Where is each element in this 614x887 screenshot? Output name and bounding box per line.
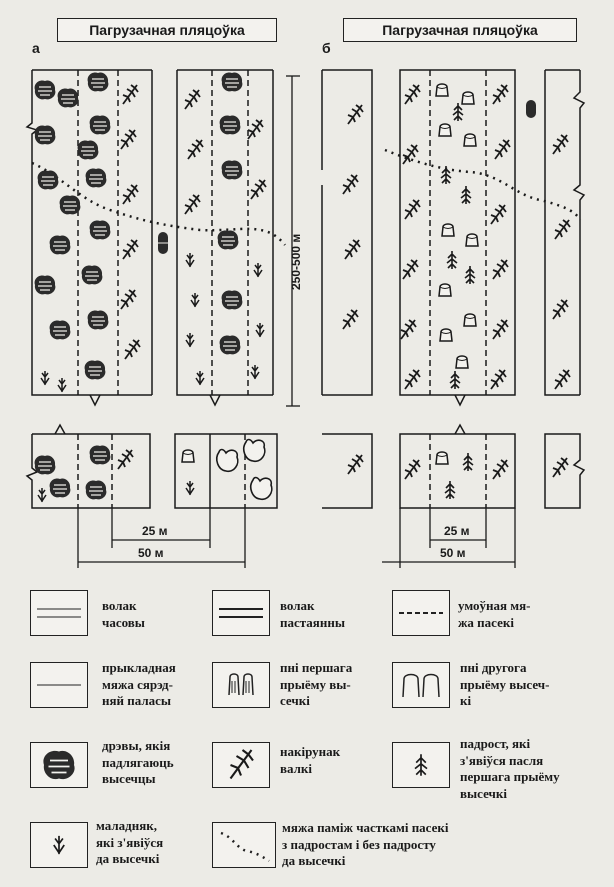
trees-left-1 [35,73,111,392]
boundary-dotted-right [385,150,580,220]
dim-25-right: 25 м [444,524,470,538]
legend-text-temp-track: волак часовы [102,598,145,630]
legend-text-trees: дрэвы, якія падлягаюць высечцы [102,738,174,786]
legend-icon-temp-track [30,590,88,636]
dim-vertical-label: 250-500 м [289,233,303,290]
legend-text-undergrowth: падрост, які з'явіўся пасля першага прыёму высечкі [460,736,560,801]
dim-50-left: 50 м [138,546,164,560]
loading-site-marker-right [526,100,536,118]
legend-text-young: маладняк, які з'явіўся да высечкі [96,818,164,866]
legend-icon-fell [212,742,270,788]
dim-50-right: 50 м [440,546,466,560]
legend-text-stumps1: пні першага прыёму вы- сечкі [280,660,353,708]
dim-25-left: 25 м [142,524,168,538]
legend-text-perm-track: волак пастаянны [280,598,345,630]
right-strips [322,70,584,405]
legend-text-divide: мяжа паміж часткамі пасекі з падростам і без падросту да высечкі [282,820,449,868]
panel-label-b: б [322,40,331,56]
legend-icon-divide [212,822,276,868]
loading-site-marker-left [158,232,168,254]
legend-text-strip: прыкладная мяжа сярэд- няй паласы [102,660,176,708]
trees-left-2 [185,73,266,385]
legend-icon-boundary [392,590,450,636]
panel-label-a: а [32,40,40,56]
legend-icon-trees [30,742,88,788]
landing-title-left: Пагрузачная пляцоўка [57,18,277,42]
legend-icon-undergrowth [392,742,450,788]
legend-text-fell: накірунак валкі [280,744,341,776]
legend-text-stumps2: пні другога прыёму высеч- кі [460,660,550,708]
fell-left-1 [121,85,140,359]
right-marks [343,84,570,389]
lower-marks [35,440,568,503]
legend-icon-young [30,822,88,868]
legend-icon-perm-track [212,590,270,636]
legend-text-boundary: умоўная мя- жа пасекі [458,598,531,630]
legend-icon-strip [30,662,88,708]
legend-icon-stumps2 [392,662,450,708]
landing-title-right: Пагрузачная пляцоўка [343,18,577,42]
legend-icon-stumps1 [212,662,270,708]
left-strip-outer-1 [27,70,152,405]
